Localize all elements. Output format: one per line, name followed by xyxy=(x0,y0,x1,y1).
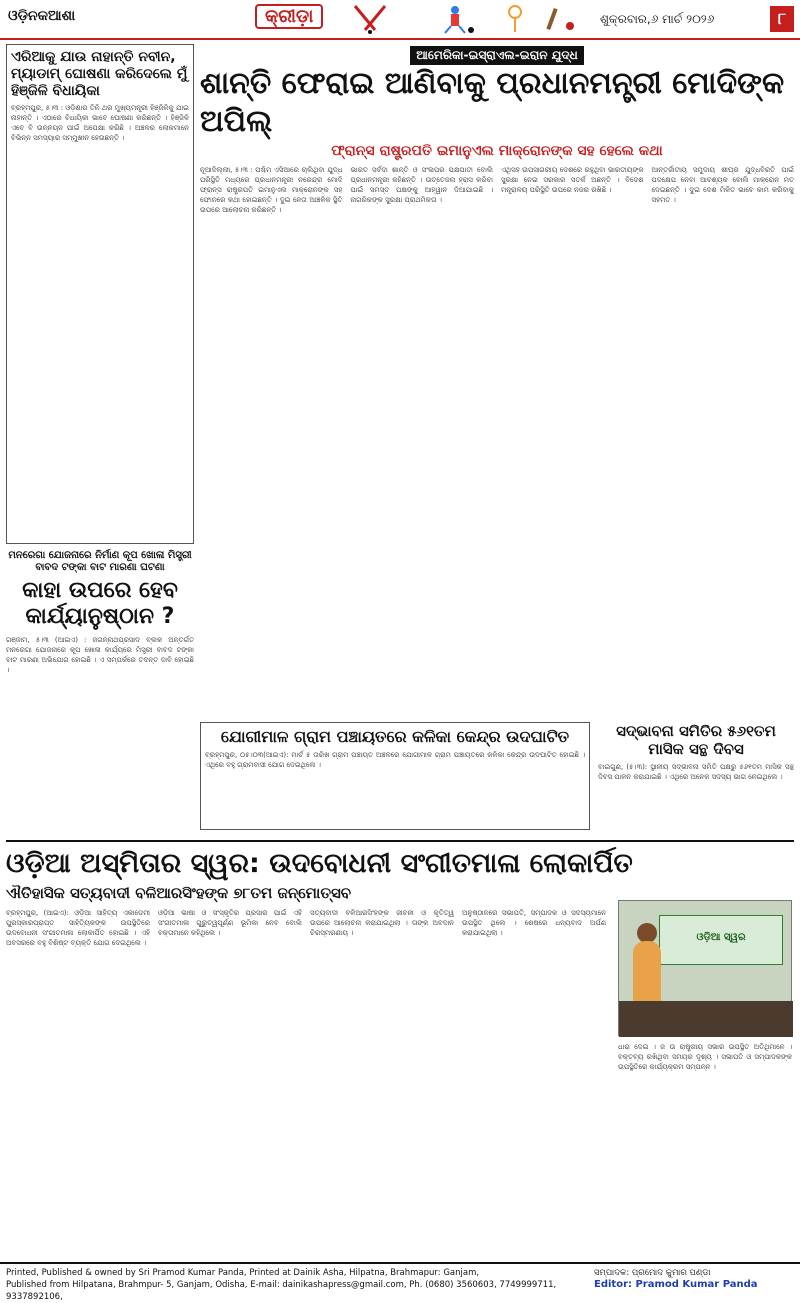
lead-kicker: ଆମେରିକା-ଇସ୍ରାଏଲ-ଇରାନ ଯୁଦ୍ଧ xyxy=(410,46,584,65)
speaker-head xyxy=(637,923,657,943)
hockey-sticks-icon xyxy=(355,6,385,34)
lead-subhead: ଫ୍ରାନ୍ସ ରାଷ୍ଟ୍ରପତି ଇମାନୁଏଲ ମାକ୍ରୋନଙ୍କ ସହ ହେଲେ କଥା xyxy=(331,143,663,159)
feature-story xyxy=(6,840,794,1258)
feature-headline: ଓଡ଼ିଆ ଅସ୍ମିତାର ସ୍ୱର: ଉଦବୋଧନୀ ସଂଗୀତମାଳା ଲୋକାର୍ପିତ xyxy=(6,848,633,879)
dais-table xyxy=(619,1001,793,1037)
masthead xyxy=(0,0,800,40)
left-mid-strap: ମନରେଗା ଯୋଜନାରେ ନିର୍ମାଣ କୂପ ଖୋଳା ମିସ୍ତ୍ରୀ ବାବଦ ଟଙ୍କା ବାଟ ମାରଣା ଘଟଣା xyxy=(8,550,192,573)
mid-right-body: ବାଇଗୁଣ, (୫।୩): ସ୍ଥାନୀୟ ସଦ୍‌ଭାବନା ସମିତି ପକ୍ଷରୁ ୫୬୧ତମ ମାସିକ ସନ୍ଥ ଦିବସ ପାଳନ କରାଯାଇଛି । ଏଥିରେ ଅନେକ ସଦସ୍ୟ ଭାଗ ନେଇଥିଲେ । xyxy=(598,763,794,781)
issue-date: ଶୁକ୍ରବାର,୬ ମାର୍ଚ ୨୦୨୬ xyxy=(600,12,715,26)
lead-body xyxy=(200,165,794,745)
feature-body xyxy=(6,908,606,1248)
imprint-footer xyxy=(0,1262,800,1302)
feature-body-col-2: ଓଡ଼ିଆ ଭାଷା ଓ ସଂସ୍କୃତିର ପ୍ରସାର ପାଇଁ ଏହି ସଂଗୀତମାଳା ଗୁରୁତ୍ୱପୂର୍ଣ୍ଣ ଭୂମିକା ନେବ ବୋଲି ବକ୍ତାମାନେ କହିଥିଲେ । xyxy=(158,909,302,937)
left-mid-body: ଗଞ୍ଜାମ, ୫।୩ (ଆଇଏ) : ଜଗନ୍ନାଥପ୍ରସାଦ ବ୍ଲକ ଅନ୍ତର୍ଗତ ମନରେଗା ଯୋଜନାରେ କୂପ ଖୋଳା କାର୍ଯ୍ୟରେ ମିସ୍ତ୍ରୀ ବାବଦ ଟଙ୍କା ବାଟ ମାରଣା ଅଭିଯୋଗ ହୋଇଛି । ଏ ସମ୍ପର୍କରେ ତଦନ୍ତ ଦାବି ହୋଇଛି । xyxy=(6,635,194,674)
photo-caption: ଧାରା ଦେଇ । ଜ ଉ ରାଷ୍ଟ୍ରୀୟ ସଭାର ଉପସ୍ଥିତ ଅତିଥିମାନେ । ବକ୍ତବ୍ୟ ରଖିଥିବା ସମୟର ଦୃଶ୍ୟ । ସଭାପତି ଓ ସମ୍ପାଦକଙ୍କ ଉପସ୍ଥିତିରେ କାର୍ଯ୍ୟକ୍ରମ ସମ୍ପନ୍ନ । xyxy=(618,1043,792,1071)
badminton-icon xyxy=(509,6,521,32)
feature-body-col-4: ଅନୁଷ୍ଠାନରେ ସଭାପତି, ସମ୍ପାଦକ ଓ ସଦସ୍ୟମାନେ ଉପସ୍ଥିତ ଥିଲେ । ଶେଷରେ ଧନ୍ୟବାଦ ଅର୍ପଣ କରାଯାଇଥିଲା । xyxy=(462,909,606,937)
lead-headline: ଶାନ୍ତି ଫେରାଇ ଆଣିବାକୁ ପ୍ରଧାନମନ୍ତ୍ରୀ ମୋଦିଙ୍କ ଅପିଲ୍ xyxy=(200,66,785,139)
mid-left-body: ବ୍ରହ୍ମପୁର, ୦୫।୦୩(ଆଇଏ): ମାର୍ଚ ୫ ତାରିଖ ଗ୍ରାମ ପଞ୍ଚାୟତ ଅଞ୍ଚଳରେ ଯୋଗୀମାଳ ଗ୍ରାମ ପଞ୍ଚାୟତରେ କଳିକା କେନ୍ଦ୍ର ଉଦଘାଟିତ ହୋଇଛି । ଏଥିରେ ବହୁ ଗ୍ରାମବାସୀ ଯୋଗ ଦେଇଥିଲେ । xyxy=(205,751,585,770)
mid-left-story xyxy=(200,722,590,830)
mid-band xyxy=(200,722,794,830)
left-mid-headline: କାହା ଉପରେ ହେବ କାର୍ଯ୍ୟାନୁଷ୍ଠାନ ? xyxy=(22,578,178,630)
feature-body-col-1: ବ୍ରହ୍ମପୁର, (ଆଇଏ): ଓଡ଼ିଆ ସାହିତ୍ୟ ଏକାଡେମୀ ପୁରସ୍କାରପ୍ରାପ୍ତ ସାହିତ୍ୟିକଙ୍କ ଉପସ୍ଥିତିରେ ଉଦବୋଧନୀ ସଂଗୀତମାଳା ଲୋକାର୍ପିତ ହୋଇଛି । ଏହି ଅବସରରେ ବହୁ ବିଶିଷ୍ଟ ବ୍ୟକ୍ତି ଯୋଗ ଦେଇଥିଲେ । xyxy=(6,909,150,947)
editor-name: Editor: Pramod Kumar Panda xyxy=(594,1279,758,1290)
mid-right-story xyxy=(598,722,794,830)
lead-body-col-3: ଏଥିସହ ଉପସାଗରୀୟ ଦେଶରେ ରହୁଥିବା ଭାରତୀୟଙ୍କ ସୁରକ୍ଷା ନେଇ ସରକାର ସତର୍କ ଅଛନ୍ତି । ବିଦେଶ ମନ୍ତ୍ରାଳୟ ପରିସ୍ଥିତି ଉପରେ ନଜର ରଖିଛି । xyxy=(501,166,644,194)
page-number: ୮ xyxy=(770,6,794,32)
left-top-headline: ଏରିଆକୁ ଯାଉ ନାହାନ୍ତି ନବୀନ, ମ୍ୟାଡାମ୍ ଘୋଷଣା କରିଦେଲେ ମୁଁ ହିଞ୍ଜିଳି ବିଧାୟିକା xyxy=(11,49,188,99)
lead-story xyxy=(200,44,794,716)
editor-block xyxy=(594,1267,794,1291)
event-photo xyxy=(618,900,792,1036)
imprint-line-2: Published from Hilpatana, Brahmpur- 5, Ganjam, Odisha, E-mail: dainikashapress@gmail.com, Ph. (0680) 3560603, 7749999711, 9337892106, xyxy=(6,1280,557,1302)
section-title: କ୍ରୀଡ଼ା xyxy=(255,4,323,29)
newspaper-brand: ଓଡ଼ିନକଆଶା xyxy=(8,8,76,24)
event-banner xyxy=(659,915,783,965)
lead-body-col-2: ଭାରତ ସର୍ବଦା ଶାନ୍ତି ଓ ସଂଳାପର ପକ୍ଷପାତୀ ବୋଲି ପ୍ରଧାନମନ୍ତ୍ରୀ କହିଛନ୍ତି । ଉତ୍ତେଜନା ହ୍ରାସ କରିବା ପାଇଁ ସମସ୍ତ ପକ୍ଷଙ୍କୁ ଆହ୍ୱାନ ଦିଆଯାଇଛି । ନାଗରିକଙ୍କ ସୁରକ୍ଷା ପ୍ରାଥମିକତା । xyxy=(350,166,493,204)
football-player-icon xyxy=(445,6,474,33)
feature-body-col-3: ସତ୍ୟବାଦୀ ବଳିଆରସିଂହଙ୍କ ଜୀବନୀ ଓ କୃତିତ୍ୱ ଉପରେ ଆଲୋଚନା କରାଯାଇଥିଲା । ତାଙ୍କ ଅବଦାନ ଚିରସ୍ମରଣୀୟ । xyxy=(310,909,454,937)
mid-left-headline: ଯୋଗୀମାଳ ଗ୍ରାମ ପଞ୍ଚାୟତରେ କଳିକା କେନ୍ଦ୍ର ଉଦଘାଟିତ xyxy=(220,727,570,746)
imprint-lines xyxy=(6,1267,566,1303)
left-top-story xyxy=(6,44,194,544)
left-top-body: ବ୍ରହ୍ମପୁର, ୫।୩ : ଓଡ଼ିଶାର ତିନି ଥର ମୁଖ୍ୟମନ୍ତ୍ରୀ ହିଞ୍ଜିଳିକୁ ଯାଇ ନାହାନ୍ତି । ଏଠାରେ ବିଧାୟିକା ଭାବେ ଘୋଷଣା କରିଛନ୍ତି । ହିଞ୍ଜିଳି ଏବେ ବି ଉନ୍ନୟନ ପାଇଁ ଅପେକ୍ଷା କରିଛି । ଅଞ୍ଚଳର ଲୋକମାନେ ବିଭିନ୍ନ ସମସ୍ୟାର ସମ୍ମୁଖୀନ ହେଉଛନ୍ତି । xyxy=(11,104,189,143)
feature-subhead: ଐତିହାସିକ ସତ୍ୟବାଦୀ ବଳିଆରସିଂହଙ୍କ ୭୮ତମ ଜନ୍ମୋତ୍ସବ xyxy=(6,884,352,902)
editor-label: ସମ୍ପାଦକ: ପ୍ରମୋଦ କୁମାର ପଣ୍ଡା xyxy=(594,1268,711,1278)
cricket-icon xyxy=(546,8,574,30)
event-banner-text: ଓଡ଼ିଆ ସ୍ୱର xyxy=(696,932,746,943)
left-mid-story xyxy=(6,550,194,830)
lead-body-col-1: ନୂଆଦିଲ୍ଲୀ, ୫।୩ : ପଶ୍ଚିମ ଏସିଆରେ ଚାଲିଥିବା ଯୁଦ୍ଧ ପରିସ୍ଥିତି ମଧ୍ୟରେ ପ୍ରଧାନମନ୍ତ୍ରୀ ନରେନ୍ଦ୍ର ମୋଦି ଫ୍ରାନ୍ସ ରାଷ୍ଟ୍ରପତି ଇମାନୁଏଲ ମାକ୍ରୋନଙ୍କ ସହ ଫୋନରେ କଥା ହୋଇଛନ୍ତି । ଦୁଇ ନେତା ଆଞ୍ଚଳିକ ସ୍ଥିତି ଉପରେ ଆଲୋଚନା କରିଛନ୍ତି । xyxy=(200,166,343,214)
imprint-line-1: Printed, Published & owned by Sri Pramod Kumar Panda, Printed at Dainik Asha, Hilpatna, Brahmapur: Ganjam, xyxy=(6,1268,480,1278)
left-column xyxy=(6,44,194,830)
lead-body-col-4: ଆନ୍ତର୍ଜାତୀୟ ସମୁଦାୟ ଶୀଘ୍ର ଯୁଦ୍ଧବିରତି ପାଇଁ ପଦକ୍ଷେପ ନେବା ଆବଶ୍ୟକ ବୋଲି ମାକ୍ରୋନ ମତ ଦେଇଛନ୍ତି । ଦୁଇ ଦେଶ ମିଳିତ ଭାବେ କାମ କରିବାକୁ ସହମତ । xyxy=(651,166,794,204)
mid-right-headline: ସଦ୍‌ଭାବନା ସମିତିର ୫୬୧ତମ ମାସିକ ସନ୍ଥ ଦିବସ xyxy=(616,722,776,758)
sports-illustration xyxy=(345,4,585,34)
